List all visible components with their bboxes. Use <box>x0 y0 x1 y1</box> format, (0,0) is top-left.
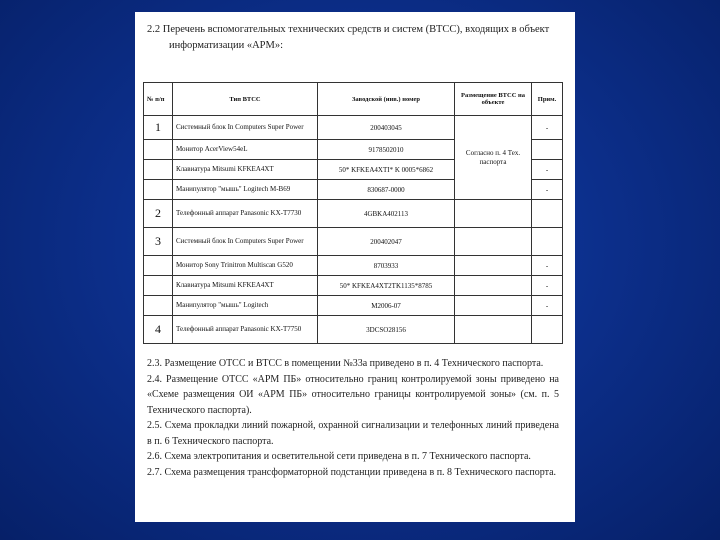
header-type: Тип ВТСС <box>173 83 318 116</box>
table-row <box>144 256 563 276</box>
header-note: Прим. <box>532 83 563 116</box>
heading-line-1: 2.2 Перечень вспомогательных технических средств и систем (ВТСС), входящих в объект <box>147 24 550 35</box>
row-note <box>532 228 563 256</box>
paragraph-2-3: 2.3. Размещение ОТСС и ВТСС в помещении №33а приведено в п. 4 Технического паспорта. <box>147 358 544 369</box>
row-note: - <box>532 116 563 140</box>
row-note: - <box>532 180 563 200</box>
row-serial: 3DCSO28156 <box>318 316 455 344</box>
row-note <box>532 316 563 344</box>
row-name: Клавиатура Mitsumi KFKEA4XT <box>173 276 318 296</box>
row-num: 4 <box>144 316 173 344</box>
row-note: - <box>532 296 563 316</box>
row-name: Манипулятор "мышь" Logitech M-B69 <box>173 180 318 200</box>
row-place: Согласно п. 4 Тех. паспорта <box>455 116 532 200</box>
table-row <box>144 116 563 140</box>
row-note: - <box>532 160 563 180</box>
row-place-empty <box>455 200 532 228</box>
document-page <box>135 12 575 522</box>
row-num <box>144 160 173 180</box>
row-name: Монитор AcerView54eL <box>173 140 318 160</box>
paragraph-2-7: 2.7. Схема размещения трансформаторной подстанции приведена в п. 8 Технического паспорта. <box>147 466 557 478</box>
row-num <box>144 296 173 316</box>
row-note: - <box>532 276 563 296</box>
row-name: Системный блок In Computers Super Power <box>173 228 318 256</box>
row-place-empty <box>455 296 532 316</box>
section-heading <box>147 22 559 54</box>
header-place: Размещение ВТСС на объекте <box>455 83 532 116</box>
row-serial: 50* KFKEA4XTI* K 0005*6862 <box>318 160 455 180</box>
row-name: Клавиатура Mitsumi KFKEA4XT <box>173 160 318 180</box>
table-row <box>144 316 563 344</box>
row-name: Телефонный аппарат Panasonic KX-T7730 <box>173 200 318 228</box>
row-place-empty <box>455 276 532 296</box>
header-num: № п/п <box>144 83 173 116</box>
table-row <box>144 276 563 296</box>
row-serial: 200403045 <box>318 116 455 140</box>
paragraph-2-6: 2.6. Схема электропитания и осветительной сети приведена в п. 7 Технического паспорта. <box>147 451 531 462</box>
row-serial: 4GBKA402113 <box>318 200 455 228</box>
body-text <box>147 356 559 480</box>
row-serial: 200402047 <box>318 228 455 256</box>
paragraph-2-4: 2.4. Размещение ОТСС «АРМ ПБ» относительно границ контролируемой зоны приведено на «Схеме размещения ОИ «АРМ ПБ» относительно границы контролируемой зоны» (см. п. 5 Технического паспорта). <box>147 373 559 416</box>
table-row <box>144 200 563 228</box>
table-row <box>144 296 563 316</box>
row-place-empty <box>455 256 532 276</box>
row-place-empty <box>455 228 532 256</box>
row-serial: 830687-0000 <box>318 180 455 200</box>
row-num <box>144 180 173 200</box>
row-serial: 50* KFKEA4XT2TK1135*8785 <box>318 276 455 296</box>
vtss-table <box>143 82 563 344</box>
table-row <box>144 228 563 256</box>
row-num <box>144 256 173 276</box>
row-name: Монитор Sony Trinitron Multiscan G520 <box>173 256 318 276</box>
header-serial: Заводской (инв.) номер <box>318 83 455 116</box>
row-name: Телефонный аппарат Panasonic KX-T7750 <box>173 316 318 344</box>
row-note <box>532 140 563 160</box>
row-place-empty <box>455 316 532 344</box>
heading-line-2: информатизации «АРМ»: <box>169 40 284 51</box>
row-note <box>532 200 563 228</box>
row-serial: M2006-07 <box>318 296 455 316</box>
row-name: Манипулятор "мышь" Logitech <box>173 296 318 316</box>
row-note: - <box>532 256 563 276</box>
row-num: 1 <box>144 116 173 140</box>
row-serial: 8703933 <box>318 256 455 276</box>
row-num: 3 <box>144 228 173 256</box>
row-num: 2 <box>144 200 173 228</box>
row-num <box>144 276 173 296</box>
row-serial: 9178502010 <box>318 140 455 160</box>
row-num <box>144 140 173 160</box>
table-header-row <box>144 83 563 116</box>
paragraph-2-5: 2.5. Схема прокладки линий пожарной, охранной сигнализации и телефонных линий приведена в п. 6 Технического паспорта. <box>147 420 559 447</box>
row-name: Системный блок In Computers Super Power <box>173 116 318 140</box>
